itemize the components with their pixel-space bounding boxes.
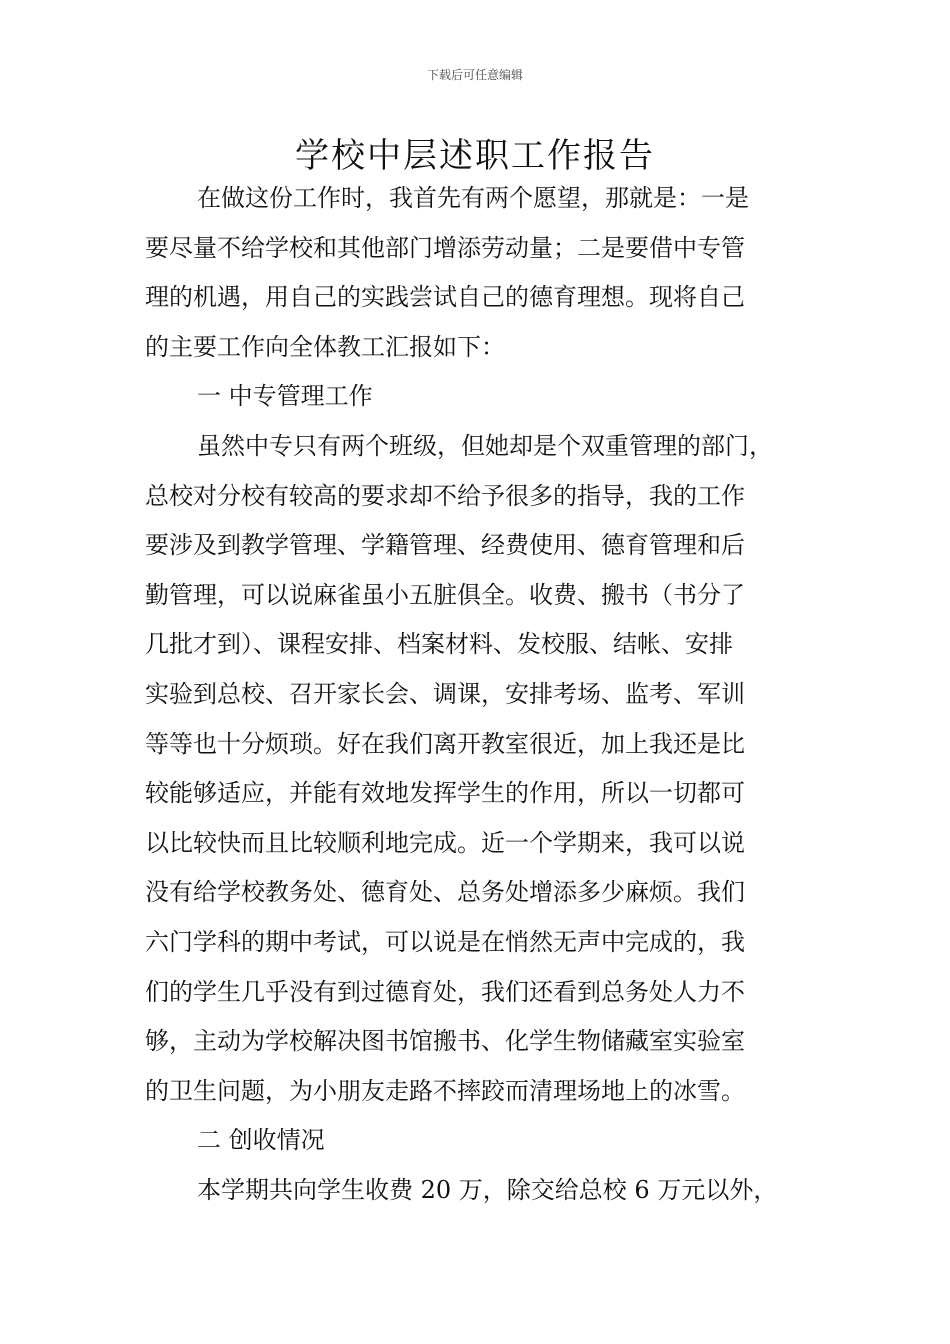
paragraph-line: 的卫生问题，为小朋友走路不摔跤而清理场地上的冰雪。 (145, 1076, 745, 1105)
page-header-note: 下载后可任意编辑 (426, 68, 523, 82)
paragraph-line: 够，主动为学校解决图书馆搬书、化学生物储藏室实验室 (145, 1027, 745, 1056)
paragraph-line: 没有给学校教务处、德育处、总务处增添多少麻烦。我们 (145, 878, 745, 907)
paragraph-line: 以比较快而且比较顺利地完成。近一个学期来，我可以说 (145, 828, 745, 857)
paragraph-line: 们的学生几乎没有到过德育处，我们还看到总务处人力不 (145, 977, 745, 1006)
paragraph-line: 等等也十分烦琐。好在我们离开教室很近，加上我还是比 (145, 729, 745, 758)
document-body (145, 174, 810, 1215)
paragraph-line: 要尽量不给学校和其他部门增添劳动量；二是要借中专管 (145, 233, 745, 262)
paragraph-line: 在做这份工作时，我首先有两个愿望，那就是：一是 (197, 184, 749, 212)
paragraph-line: 几批才到）、课程安排、档案材料、发校服、结帐、安排 (145, 630, 733, 659)
paragraph-line: 总校对分校有较高的要求却不给予很多的指导，我的工作 (145, 481, 745, 510)
paragraph-line: 要涉及到教学管理、学籍管理、经费使用、德育管理和后 (145, 531, 745, 560)
section-heading: 二 创收情况 (197, 1126, 325, 1155)
paragraph-line: 六门学科的期中考试，可以说是在悄然无声中完成的，我 (145, 927, 745, 956)
section-heading: 一 中专管理工作 (197, 382, 373, 411)
paragraph-line: 虽然中专只有两个班级，但她却是个双重管理的部门， (197, 431, 773, 460)
paragraph-line: 的主要工作向全体教工汇报如下： (145, 332, 505, 361)
paragraph-line: 实验到总校、召开家长会、调课，安排考场、监考、军训 (145, 679, 745, 708)
paragraph-line: 理的机遇，用自己的实践尝试自己的德育理想。现将自己 (145, 283, 745, 312)
paragraph-line: 本学期共向学生收费 20 万，除交给总校 6 万元以外， (197, 1175, 778, 1204)
document-title: 学校中层述职工作报告 (295, 136, 655, 176)
paragraph-line: 勤管理，可以说麻雀虽小五脏俱全。收费、搬书（书分了 (145, 580, 745, 609)
paragraph-line: 较能够适应，并能有效地发挥学生的作用，所以一切都可 (145, 779, 745, 808)
